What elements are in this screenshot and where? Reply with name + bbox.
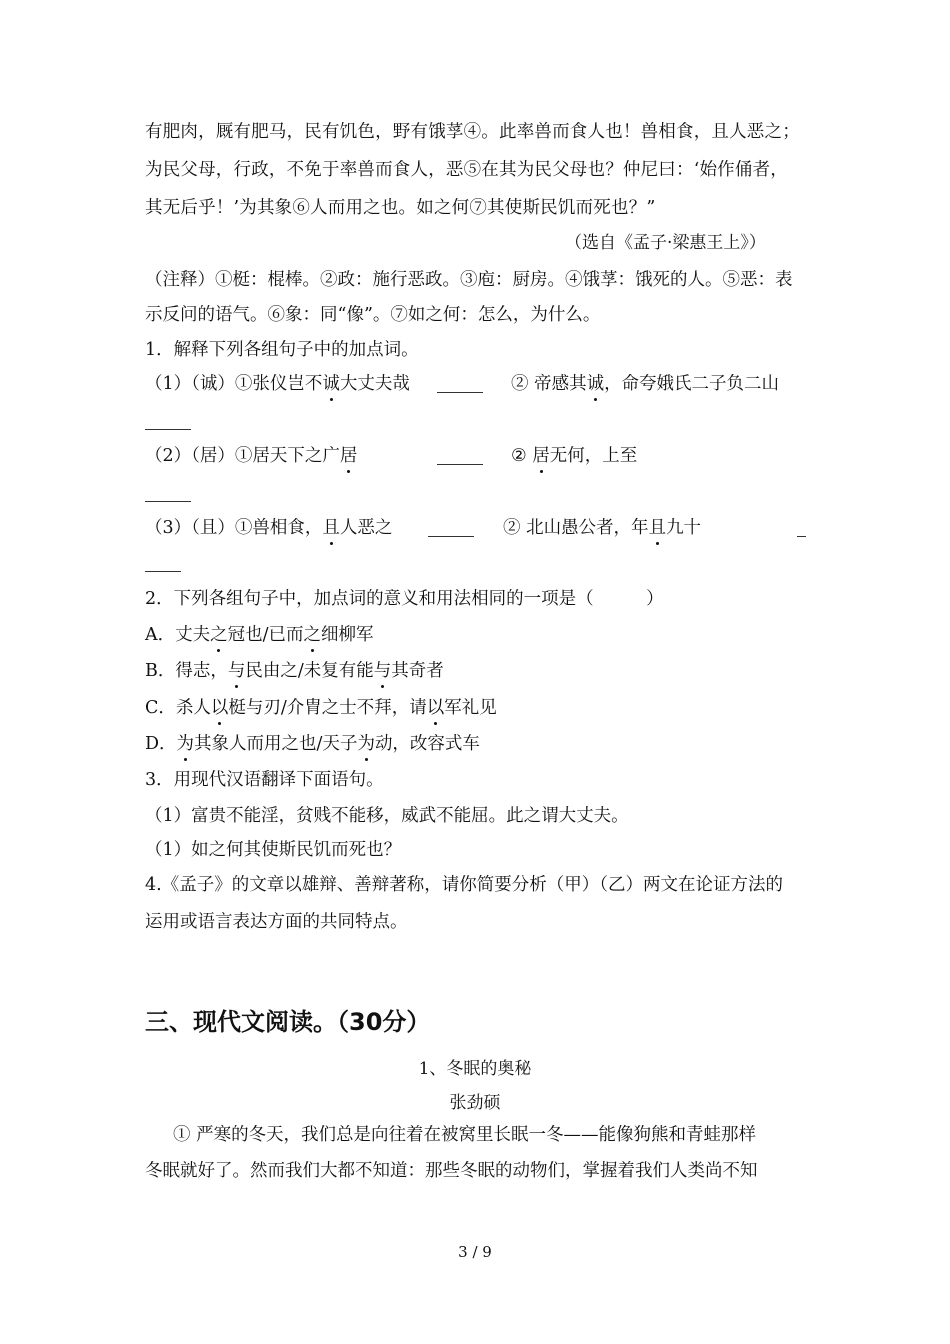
question-1-item-2a: （2）（居）①居天下之广居 <box>145 446 358 466</box>
passage-source: （选自《孟子·梁惠王上》） <box>565 233 766 253</box>
answer-blank[interactable] <box>428 536 474 537</box>
question-3-sentence-1: （1）富贵不能淫，贫贱不能移，威武不能屈。此之谓大丈夫。 <box>145 806 629 826</box>
emphasized-word: 以 <box>210 698 229 718</box>
emphasized-word: 之 <box>210 625 228 645</box>
emphasized-word: 与 <box>227 661 246 681</box>
question-2-option-c: C．杀人以梃与刃/介胄之士不拜，请以军礼见 <box>145 698 497 718</box>
question-4-line-1: 4.《孟子》的文章以雄辩、善辩著称，请你简要分析（甲）（乙）两文在论证方法的 <box>145 875 783 895</box>
answer-blank[interactable] <box>145 571 181 572</box>
answer-blank[interactable] <box>145 429 191 430</box>
article-paragraph-line-1: ① 严寒的冬天，我们总是向往着在被窝里长眠一冬——能像狗熊和青蛙那样 <box>173 1125 757 1145</box>
answer-blank[interactable] <box>145 501 191 502</box>
emphasized-word: 与 <box>373 661 392 681</box>
question-1-stem: 1．解释下列各组句子中的加点词。 <box>145 340 419 360</box>
answer-blank[interactable] <box>797 536 806 537</box>
section-heading: 三、现代文阅读。（30分） <box>145 1008 431 1036</box>
question-1-item-3b: ② 北山愚公者，年且九十 <box>503 518 702 538</box>
emphasized-word: 以 <box>426 698 445 718</box>
emphasized-word: 且 <box>648 518 667 538</box>
emphasized-word: 诚 <box>322 374 340 394</box>
question-4-line-2: 运用或语言表达方面的共同特点。 <box>145 912 408 932</box>
passage-line-3: 其无后乎！’为其象⑥人而用之也。如之何⑦其使斯民饥而死也？” <box>145 198 656 218</box>
page-number: 3 / 9 <box>458 1243 492 1261</box>
question-3-sentence-2: （1）如之何其使斯民饥而死也？ <box>145 840 402 860</box>
question-1-item-1a: （1）（诚）①张仪岂不诚大丈夫哉 <box>145 374 410 394</box>
annotation-line-2: 示反问的语气。⑥象：同“像”。⑦如之何：怎么，为什么。 <box>145 305 601 325</box>
question-1-item-2b: ② 居无何，上至 <box>511 446 638 466</box>
article-paragraph-line-2: 冬眠就好了。然而我们大都不知道：那些冬眠的动物们，掌握着我们人类尚不知 <box>145 1161 758 1181</box>
emphasized-word: 之 <box>303 625 322 645</box>
question-2-option-d: D．为其象人而用之也/天子为动，改容式车 <box>145 734 480 754</box>
emphasized-word: 居 <box>532 446 550 466</box>
emphasized-word: 诚 <box>586 374 605 394</box>
emphasized-word: 且 <box>322 518 340 538</box>
passage-line-2: 为民父母，行政，不免于率兽而食人，恶⑤在其为民父母也？仲尼曰：‘始作俑者， <box>145 160 788 180</box>
article-author: 张劲硕 <box>449 1093 501 1113</box>
question-1-item-3a: （3）（且）①兽相食，且人恶之 <box>145 518 393 538</box>
annotation-line-1: （注释）①梃：棍棒。②政：施行恶政。③庖：厨房。④饿莩：饿死的人。⑤恶：表 <box>145 270 793 290</box>
emphasized-word: 为 <box>357 734 375 754</box>
question-3-stem: 3．用现代汉语翻译下面语句。 <box>145 770 384 790</box>
question-2-stem: 2．下列各组句子中，加点词的意义和用法相同的一项是（ ） <box>145 589 664 609</box>
question-2-option-b: B．得志，与民由之/未复有能与其奇者 <box>145 661 444 681</box>
article-title: 1、冬眠的奥秘 <box>418 1059 532 1079</box>
emphasized-word: 为 <box>176 734 195 754</box>
question-2-option-a: A．丈夫之冠也/已而之细柳军 <box>145 625 374 645</box>
question-1-item-1b: ② 帝感其诚，命夸娥氏二子负二山 <box>511 374 780 394</box>
emphasized-word: 居 <box>339 446 358 466</box>
passage-line-1: 有肥肉，厩有肥马，民有饥色，野有饿莩④。此率兽而食人也！兽相食，且人恶之； <box>145 122 800 142</box>
answer-blank[interactable] <box>437 464 483 465</box>
answer-blank[interactable] <box>437 392 483 393</box>
